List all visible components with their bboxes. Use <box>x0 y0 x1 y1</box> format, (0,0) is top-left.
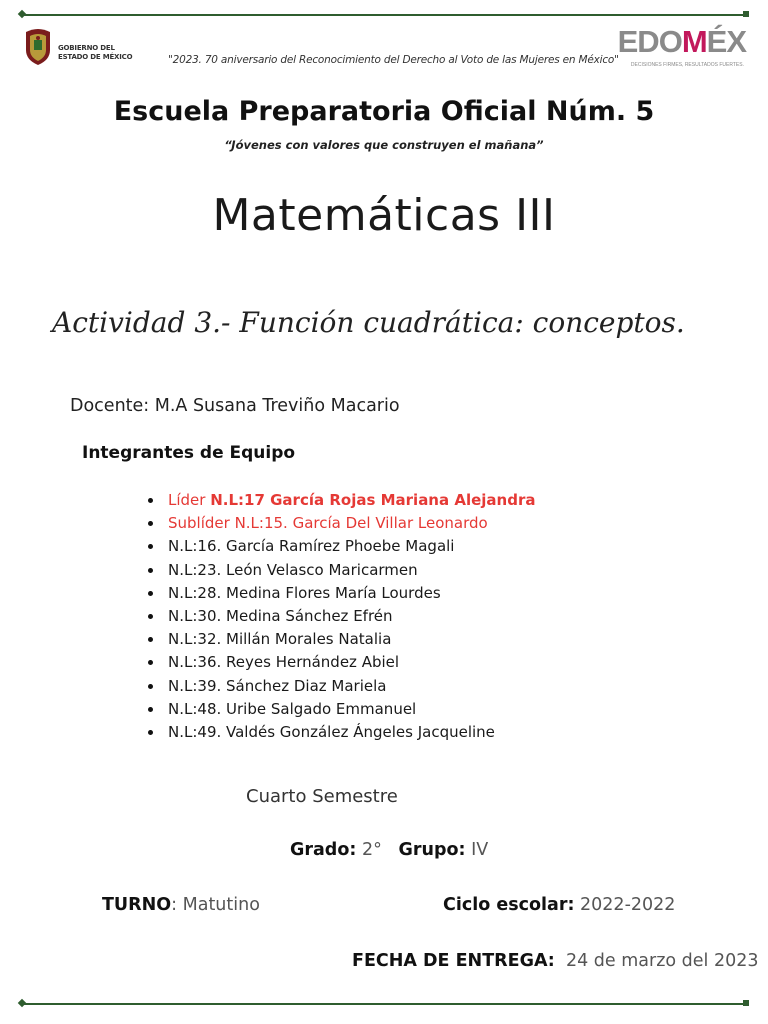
state-seal-icon <box>22 26 54 66</box>
bullet-icon <box>148 730 153 735</box>
header <box>20 24 748 74</box>
edomex-logo <box>616 24 746 74</box>
list-item: N.L:16. García Ramírez Phoebe Magali <box>146 535 535 558</box>
due-date-value: 24 de marzo del 2023 <box>565 951 759 971</box>
gov-line-1: GOBIERNO DEL <box>58 44 115 52</box>
government-name <box>58 44 132 62</box>
shift-row <box>102 895 260 915</box>
member-list <box>146 489 535 744</box>
bottom-rule <box>22 1003 746 1005</box>
list-item: N.L:32. Millán Morales Natalia <box>146 628 535 651</box>
edomex-tagline: DECISIONES FIRMES, RESULTADOS FUERTES. <box>630 62 744 68</box>
team-heading: Integrantes de Equipo <box>82 443 296 463</box>
list-item: N.L:28. Medina Flores María Lourdes <box>146 582 535 605</box>
group-value: IV <box>471 840 489 860</box>
school-year-label: Ciclo escolar: <box>443 895 575 915</box>
list-item: N.L:36. Reyes Hernández Abiel <box>146 651 535 674</box>
group-label: Grupo: <box>398 840 466 860</box>
due-date-label: FECHA DE ENTREGA: <box>352 951 555 971</box>
bullet-icon <box>148 544 153 549</box>
due-date-row <box>352 951 758 971</box>
list-item: Sublíder N.L:15. García Del Villar Leonardo <box>146 512 535 535</box>
list-item: N.L:23. León Velasco Maricarmen <box>146 559 535 582</box>
bullet-icon <box>148 707 153 712</box>
bullet-icon <box>148 521 153 526</box>
list-item: N.L:48. Uribe Salgado Emmanuel <box>146 698 535 721</box>
grade-value: 2° <box>361 840 382 860</box>
top-rule <box>22 14 746 16</box>
grade-label: Grado: <box>290 840 357 860</box>
gov-line-2: ESTADO DE MÉXICO <box>58 53 133 61</box>
list-item: Líder N.L:17 García Rojas Mariana Alejandra <box>146 489 535 512</box>
school-slogan: “Jóvenes con valores que construyen el mañana” <box>224 138 544 152</box>
school-name: Escuela Preparatoria Oficial Núm. 5 <box>113 96 655 127</box>
teacher-line: Docente: M.A Susana Treviño Macario <box>70 396 400 416</box>
bullet-icon <box>148 684 153 689</box>
bullet-icon <box>148 637 153 642</box>
school-year-row <box>443 895 675 915</box>
semester: Cuarto Semestre <box>246 786 398 807</box>
activity-title: Actividad 3.- Función cuadrática: conceptos. <box>52 306 685 339</box>
list-item: N.L:49. Valdés González Ángeles Jacqueline <box>146 721 535 744</box>
bullet-icon <box>148 568 153 573</box>
bullet-icon <box>148 660 153 665</box>
shift-value: : Matutino <box>171 895 260 915</box>
list-item: N.L:30. Medina Sánchez Efrén <box>146 605 535 628</box>
school-year-value: 2022-2022 <box>580 895 676 915</box>
bullet-icon <box>148 591 153 596</box>
edomex-wordmark: EDOMÉX <box>617 24 746 59</box>
subject-title: Matemáticas III <box>212 190 556 241</box>
bullet-icon <box>148 614 153 619</box>
header-motto: "2023. 70 aniversario del Reconocimiento del Derecho al Voto de las Mujeres en México" <box>168 54 619 66</box>
list-item: N.L:39. Sánchez Diaz Mariela <box>146 675 535 698</box>
bullet-icon <box>148 498 153 503</box>
shift-label: TURNO <box>102 895 172 915</box>
grade-group-row <box>290 840 488 860</box>
